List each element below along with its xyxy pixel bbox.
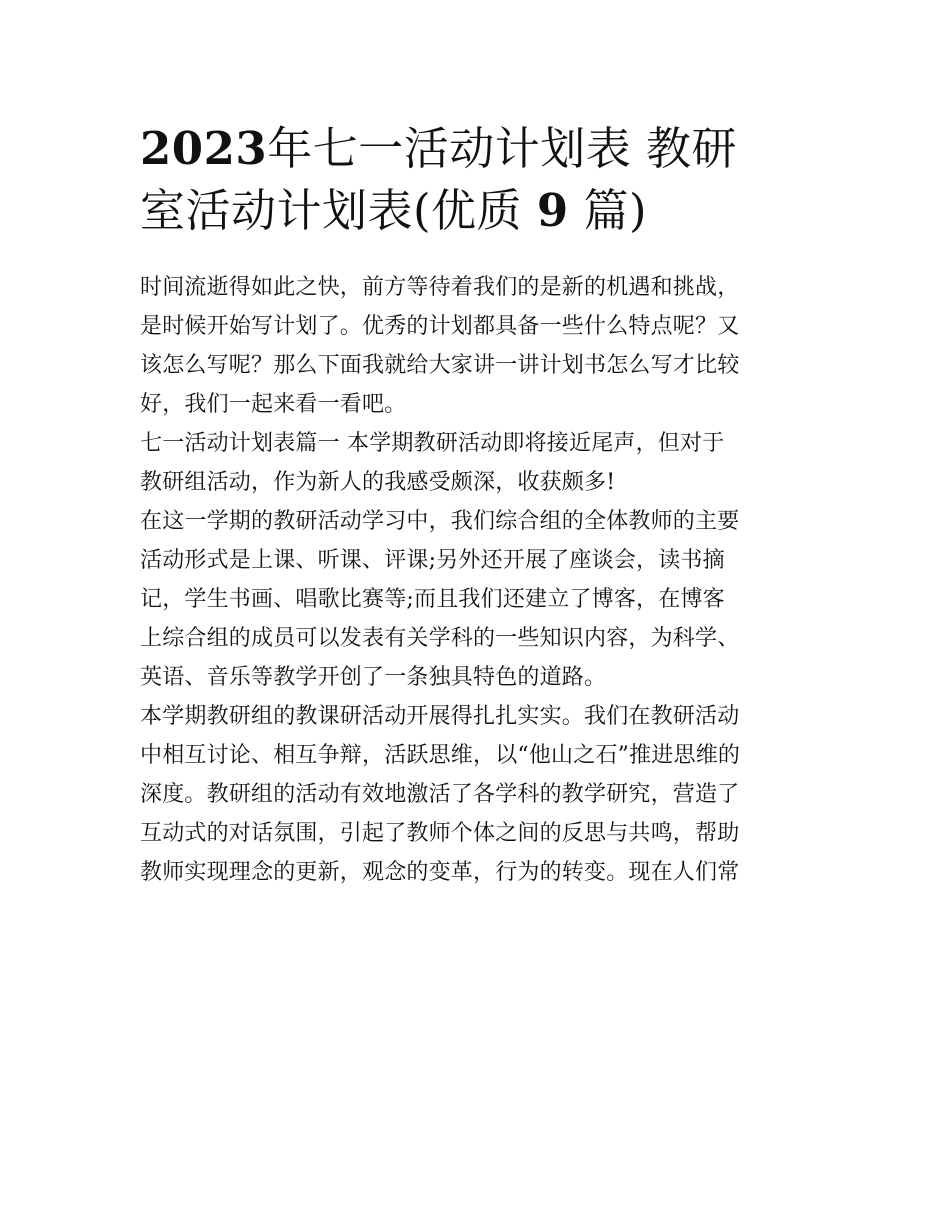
- text-line: 英语、音乐等教学开创了一条独具特色的道路。: [140, 665, 607, 690]
- text-line: 该怎么写呢？那么下面我就给大家讲一讲计划书怎么写才比较: [140, 353, 740, 378]
- paragraph-activities: [140, 502, 812, 697]
- text-line: 七一活动计划表篇一 本学期教研活动即将接近尾声，但对于: [140, 431, 725, 456]
- paragraph-research: [140, 697, 812, 892]
- document-content: [140, 118, 812, 892]
- text-line: 是时候开始写计划了。优秀的计划都具备一些什么特点呢？又: [140, 314, 740, 339]
- text-line: 好，我们一起来看一看吧。: [140, 392, 407, 417]
- title-year: 2023: [140, 122, 268, 175]
- text-line: 中相互讨论、相互争辩，活跃思维，以“他山之石”推进思维的: [140, 743, 741, 768]
- text-line: 教研组活动，作为新人的我感受颇深，收获颇多!: [140, 470, 616, 495]
- text-line: 互动式的对话氛围，引起了教师个体之间的反思与共鸣，帮助: [140, 821, 740, 846]
- text-line: 在这一学期的教研活动学习中，我们综合组的全体教师的主要: [140, 509, 740, 534]
- text-line: 记，学生书画、唱歌比赛等;而且我们还建立了博客，在博客: [140, 587, 725, 612]
- document-title: [140, 118, 812, 242]
- title-number: 9: [536, 184, 569, 237]
- title-text: 年七一活动计划表 教研: [267, 122, 738, 175]
- paragraph-section-one: [140, 424, 812, 502]
- text-line: 深度。教研组的活动有效地激活了各学科的教学研究，营造了: [140, 782, 740, 807]
- paragraph-intro: [140, 268, 812, 424]
- text-line: 本学期教研组的教课研活动开展得扎扎实实。我们在教研活动: [140, 704, 740, 729]
- text-line: 上综合组的成员可以发表有关学科的一些知识内容，为科学、: [140, 626, 740, 651]
- text-line: 时间流逝得如此之快，前方等待着我们的是新的机遇和挑战，: [140, 275, 740, 300]
- title-text: 篇): [568, 184, 648, 237]
- title-line: [140, 180, 812, 242]
- text-line: 教师实现理念的更新，观念的变革，行为的转变。现在人们常: [140, 860, 740, 885]
- title-line: [140, 118, 812, 180]
- title-text: 室活动计划表(优质: [140, 184, 537, 237]
- text-line: 活动形式是上课、听课、评课;另外还开展了座谈会，读书摘: [140, 548, 725, 573]
